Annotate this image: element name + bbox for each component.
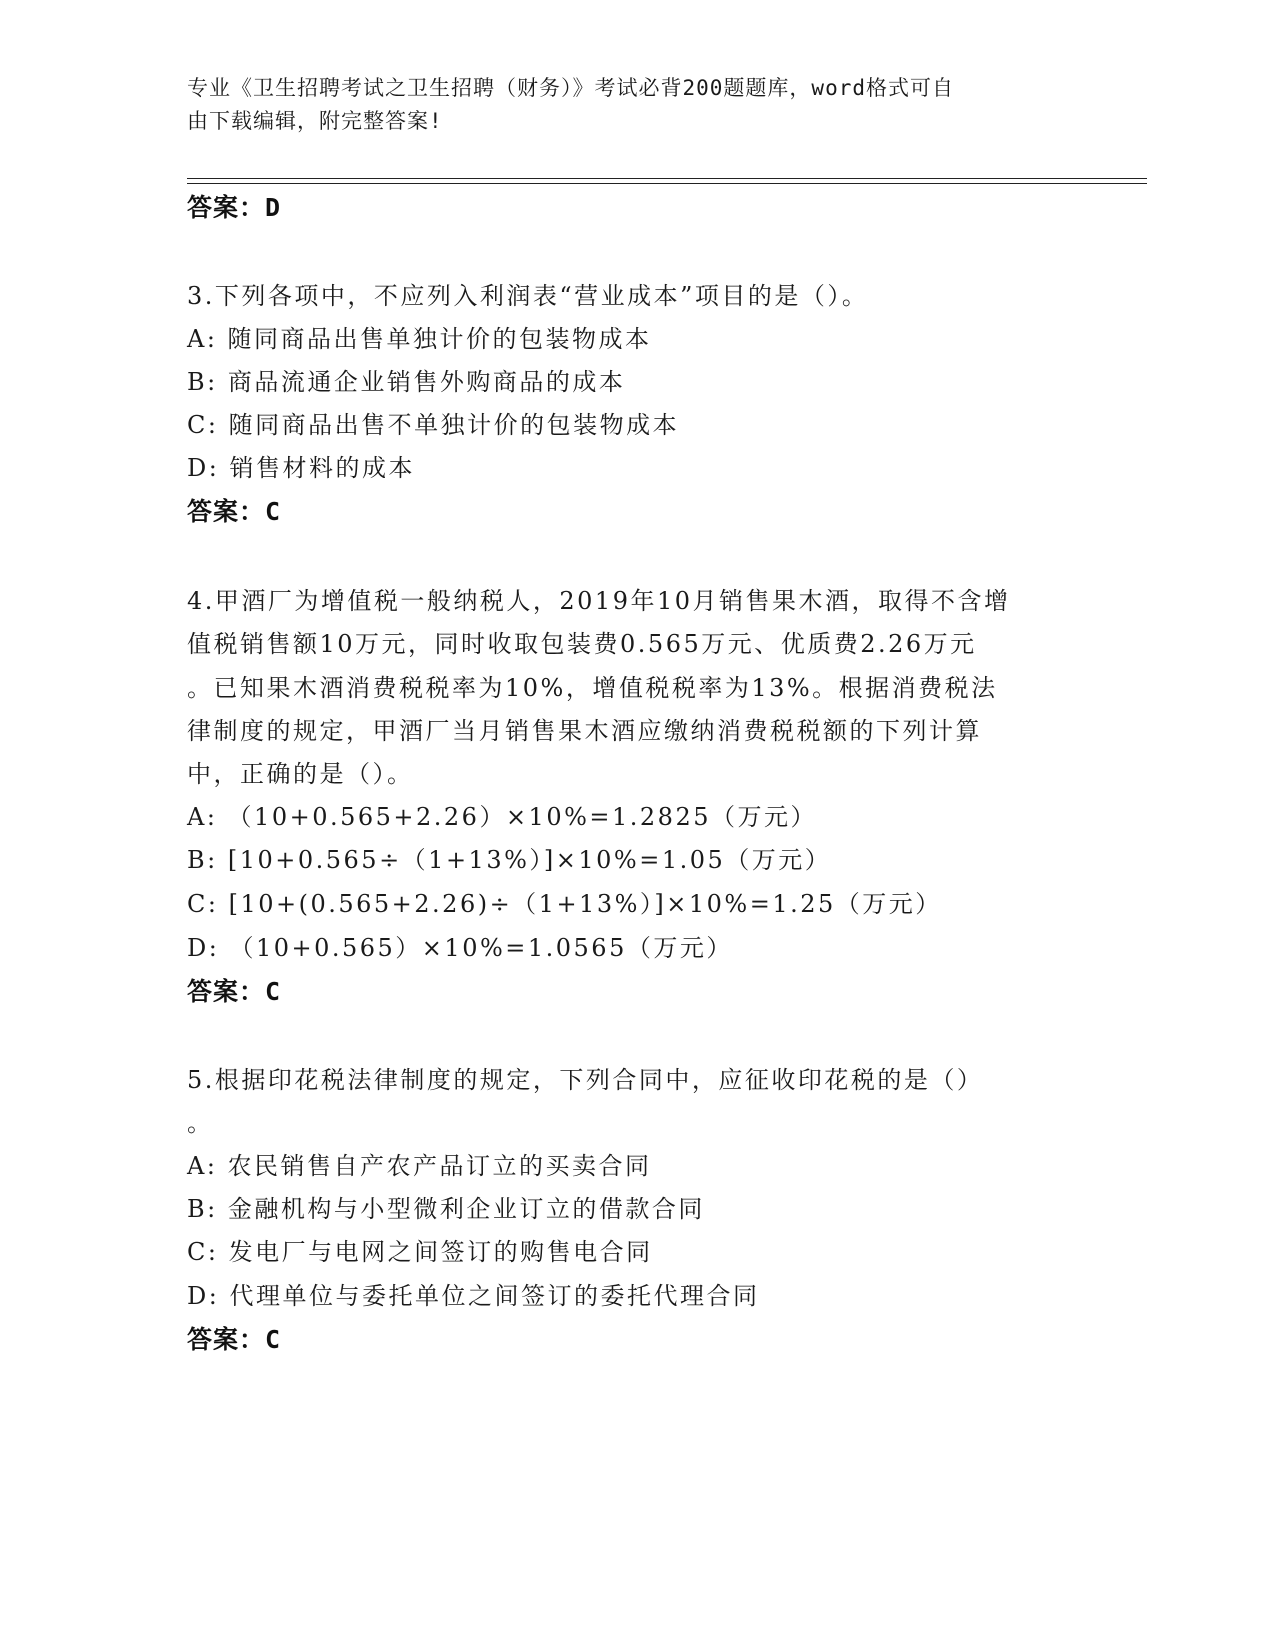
document-header [187, 72, 1067, 138]
question-5-option-a: A: 农民销售自产农产品订立的买卖合同 [187, 1152, 652, 1180]
question-5-option-b: B: 金融机构与小型微利企业订立的借款合同 [187, 1195, 705, 1223]
question-5-option-c: C: 发电厂与电网之间签订的购售电合同 [187, 1238, 653, 1266]
question-4-option-d: D: （10+0.565）×10%=1.0565（万元） [187, 934, 733, 962]
question-3-answer: 答案：C [187, 497, 282, 526]
question-5-stem-line-1: 5.根据印花税法律制度的规定，下列合同中，应征收印花税的是（） [187, 1066, 984, 1094]
question-4-stem-line-2: 值税销售额10万元，同时收取包装费0.565万元、优质费2.26万元 [187, 630, 977, 658]
question-3-option-b: B: 商品流通企业销售外购商品的成本 [187, 368, 626, 396]
question-4-stem-line-1: 4.甲酒厂为增值税一般纳税人，2019年10月销售果木酒，取得不含增 [187, 587, 1011, 615]
question-5-stem-line-2: 。 [187, 1109, 214, 1137]
question-4-stem-line-5: 中，正确的是（）。 [187, 760, 414, 788]
header-line-2: 由下载编辑，附完整答案! [187, 109, 443, 133]
question-4-option-b: B: [10+0.565÷（1+13%）]×10%=1.05（万元） [187, 846, 832, 874]
header-divider-bottom [187, 183, 1147, 184]
question-3-option-d: D: 销售材料的成本 [187, 454, 415, 482]
question-3-stem-line-1: 3.下列各项中，不应列入利润表“营业成本”项目的是（）。 [187, 282, 869, 310]
question-5-option-d: D: 代理单位与委托单位之间签订的委托代理合同 [187, 1282, 760, 1310]
question-4-stem-line-4: 律制度的规定，甲酒厂当月销售果木酒应缴纳消费税税额的下列计算 [187, 717, 982, 745]
question-4-stem-line-3: 。已知果木酒消费税税率为10%，增值税税率为13%。根据消费税法 [187, 674, 998, 702]
previous-answer: 答案：D [187, 193, 282, 222]
question-5-answer: 答案：C [187, 1325, 282, 1354]
question-3-option-a: A: 随同商品出售单独计价的包装物成本 [187, 325, 652, 353]
question-4-option-a: A: （10+0.565+2.26）×10%=1.2825（万元） [187, 803, 817, 831]
question-3-option-c: C: 随同商品出售不单独计价的包装物成本 [187, 411, 680, 439]
question-4-option-c: C: [10+(0.565+2.26)÷（1+13%）]×10%=1.25（万元） [187, 890, 942, 918]
header-line-1: 专业《卫生招聘考试之卫生招聘（财务）》考试必背200题题库，word格式可自 [187, 76, 954, 100]
header-divider-top [187, 178, 1147, 179]
question-4-answer: 答案：C [187, 977, 282, 1006]
